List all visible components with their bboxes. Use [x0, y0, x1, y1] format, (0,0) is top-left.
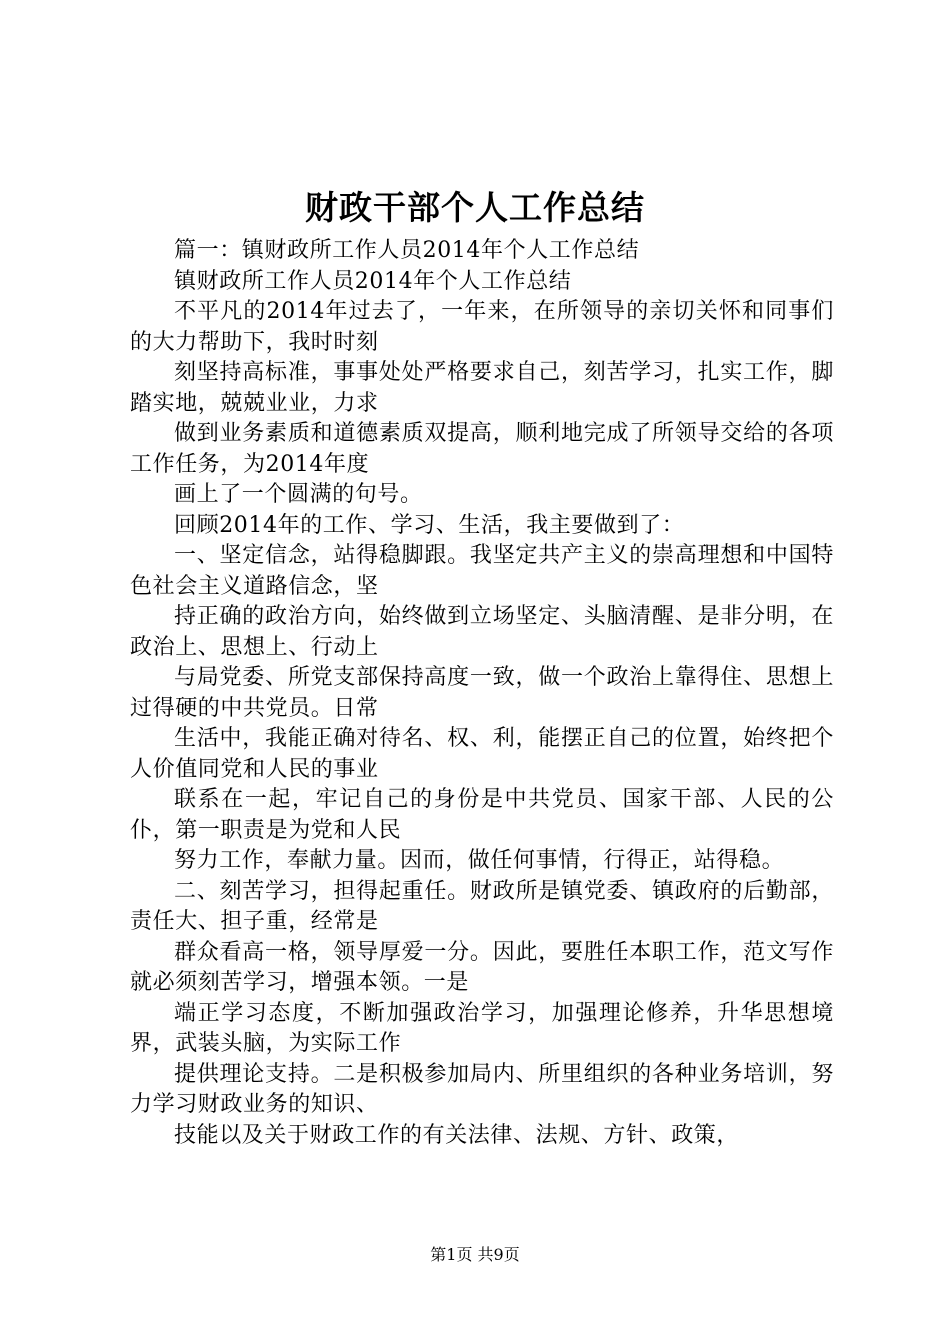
paragraph: 篇一：镇财政所工作人员2014年个人工作总结	[174, 238, 640, 263]
paragraph: 一、坚定信念，站得稳脚跟。我坚定共产主义的崇高理想和中国特色社会主义道路信念，坚	[130, 543, 834, 599]
document-body	[130, 236, 834, 1151]
paragraph: 群众看高一格，领导厚爱一分。因此，要胜任本职工作，范文写作就必须刻苦学习，增强本领。一是	[130, 939, 834, 995]
paragraph: 镇财政所工作人员2014年个人工作总结	[174, 268, 572, 294]
paragraph: 画上了一个圆满的句号。	[174, 482, 423, 507]
document-title: 财政干部个人工作总结	[305, 188, 645, 227]
paragraph: 联系在一起，牢记自己的身份是中共党员、国家干部、人民的公仆，第一职责是为党和人民	[130, 787, 834, 843]
paragraph: 不平凡的2014年过去了，一年来，在所领导的亲切关怀和同事们的大力帮助下，我时时刻	[130, 299, 834, 355]
page-footer: 第1页 共9页	[430, 1245, 520, 1264]
paragraph: 与局党委、所党支部保持高度一致，做一个政治上靠得住、思想上过得硬的中共党员。日常	[130, 665, 834, 721]
paragraph: 做到业务素质和道德素质双提高，顺利地完成了所领导交给的各项工作任务，为2014年度	[130, 421, 834, 477]
paragraph: 回顾2014年的工作、学习、生活，我主要做到了：	[174, 512, 685, 538]
paragraph: 刻坚持高标准，事事处处严格要求自己，刻苦学习，扎实工作，脚踏实地，兢兢业业，力求	[130, 360, 834, 416]
paragraph: 提供理论支持。二是积极参加局内、所里组织的各种业务培训，努力学习财政业务的知识、	[130, 1061, 834, 1117]
paragraph: 努力工作，奉献力量。因而，做任何事情，行得正，站得稳。	[174, 848, 785, 873]
paragraph: 端正学习态度，不断加强政治学习，加强理论修养，升华思想境界，武装头脑，为实际工作	[130, 1000, 834, 1056]
paragraph: 持正确的政治方向，始终做到立场坚定、头脑清醒、是非分明，在政治上、思想上、行动上	[130, 604, 834, 660]
paragraph: 技能以及关于财政工作的有关法律、法规、方针、政策，	[174, 1122, 740, 1148]
paragraph: 二、刻苦学习，担得起重任。财政所是镇党委、镇政府的后勤部，责任大、担子重，经常是	[130, 878, 834, 934]
paragraph: 生活中，我能正确对待名、权、利，能摆正自己的位置，始终把个人价值同党和人民的事业	[130, 726, 834, 782]
